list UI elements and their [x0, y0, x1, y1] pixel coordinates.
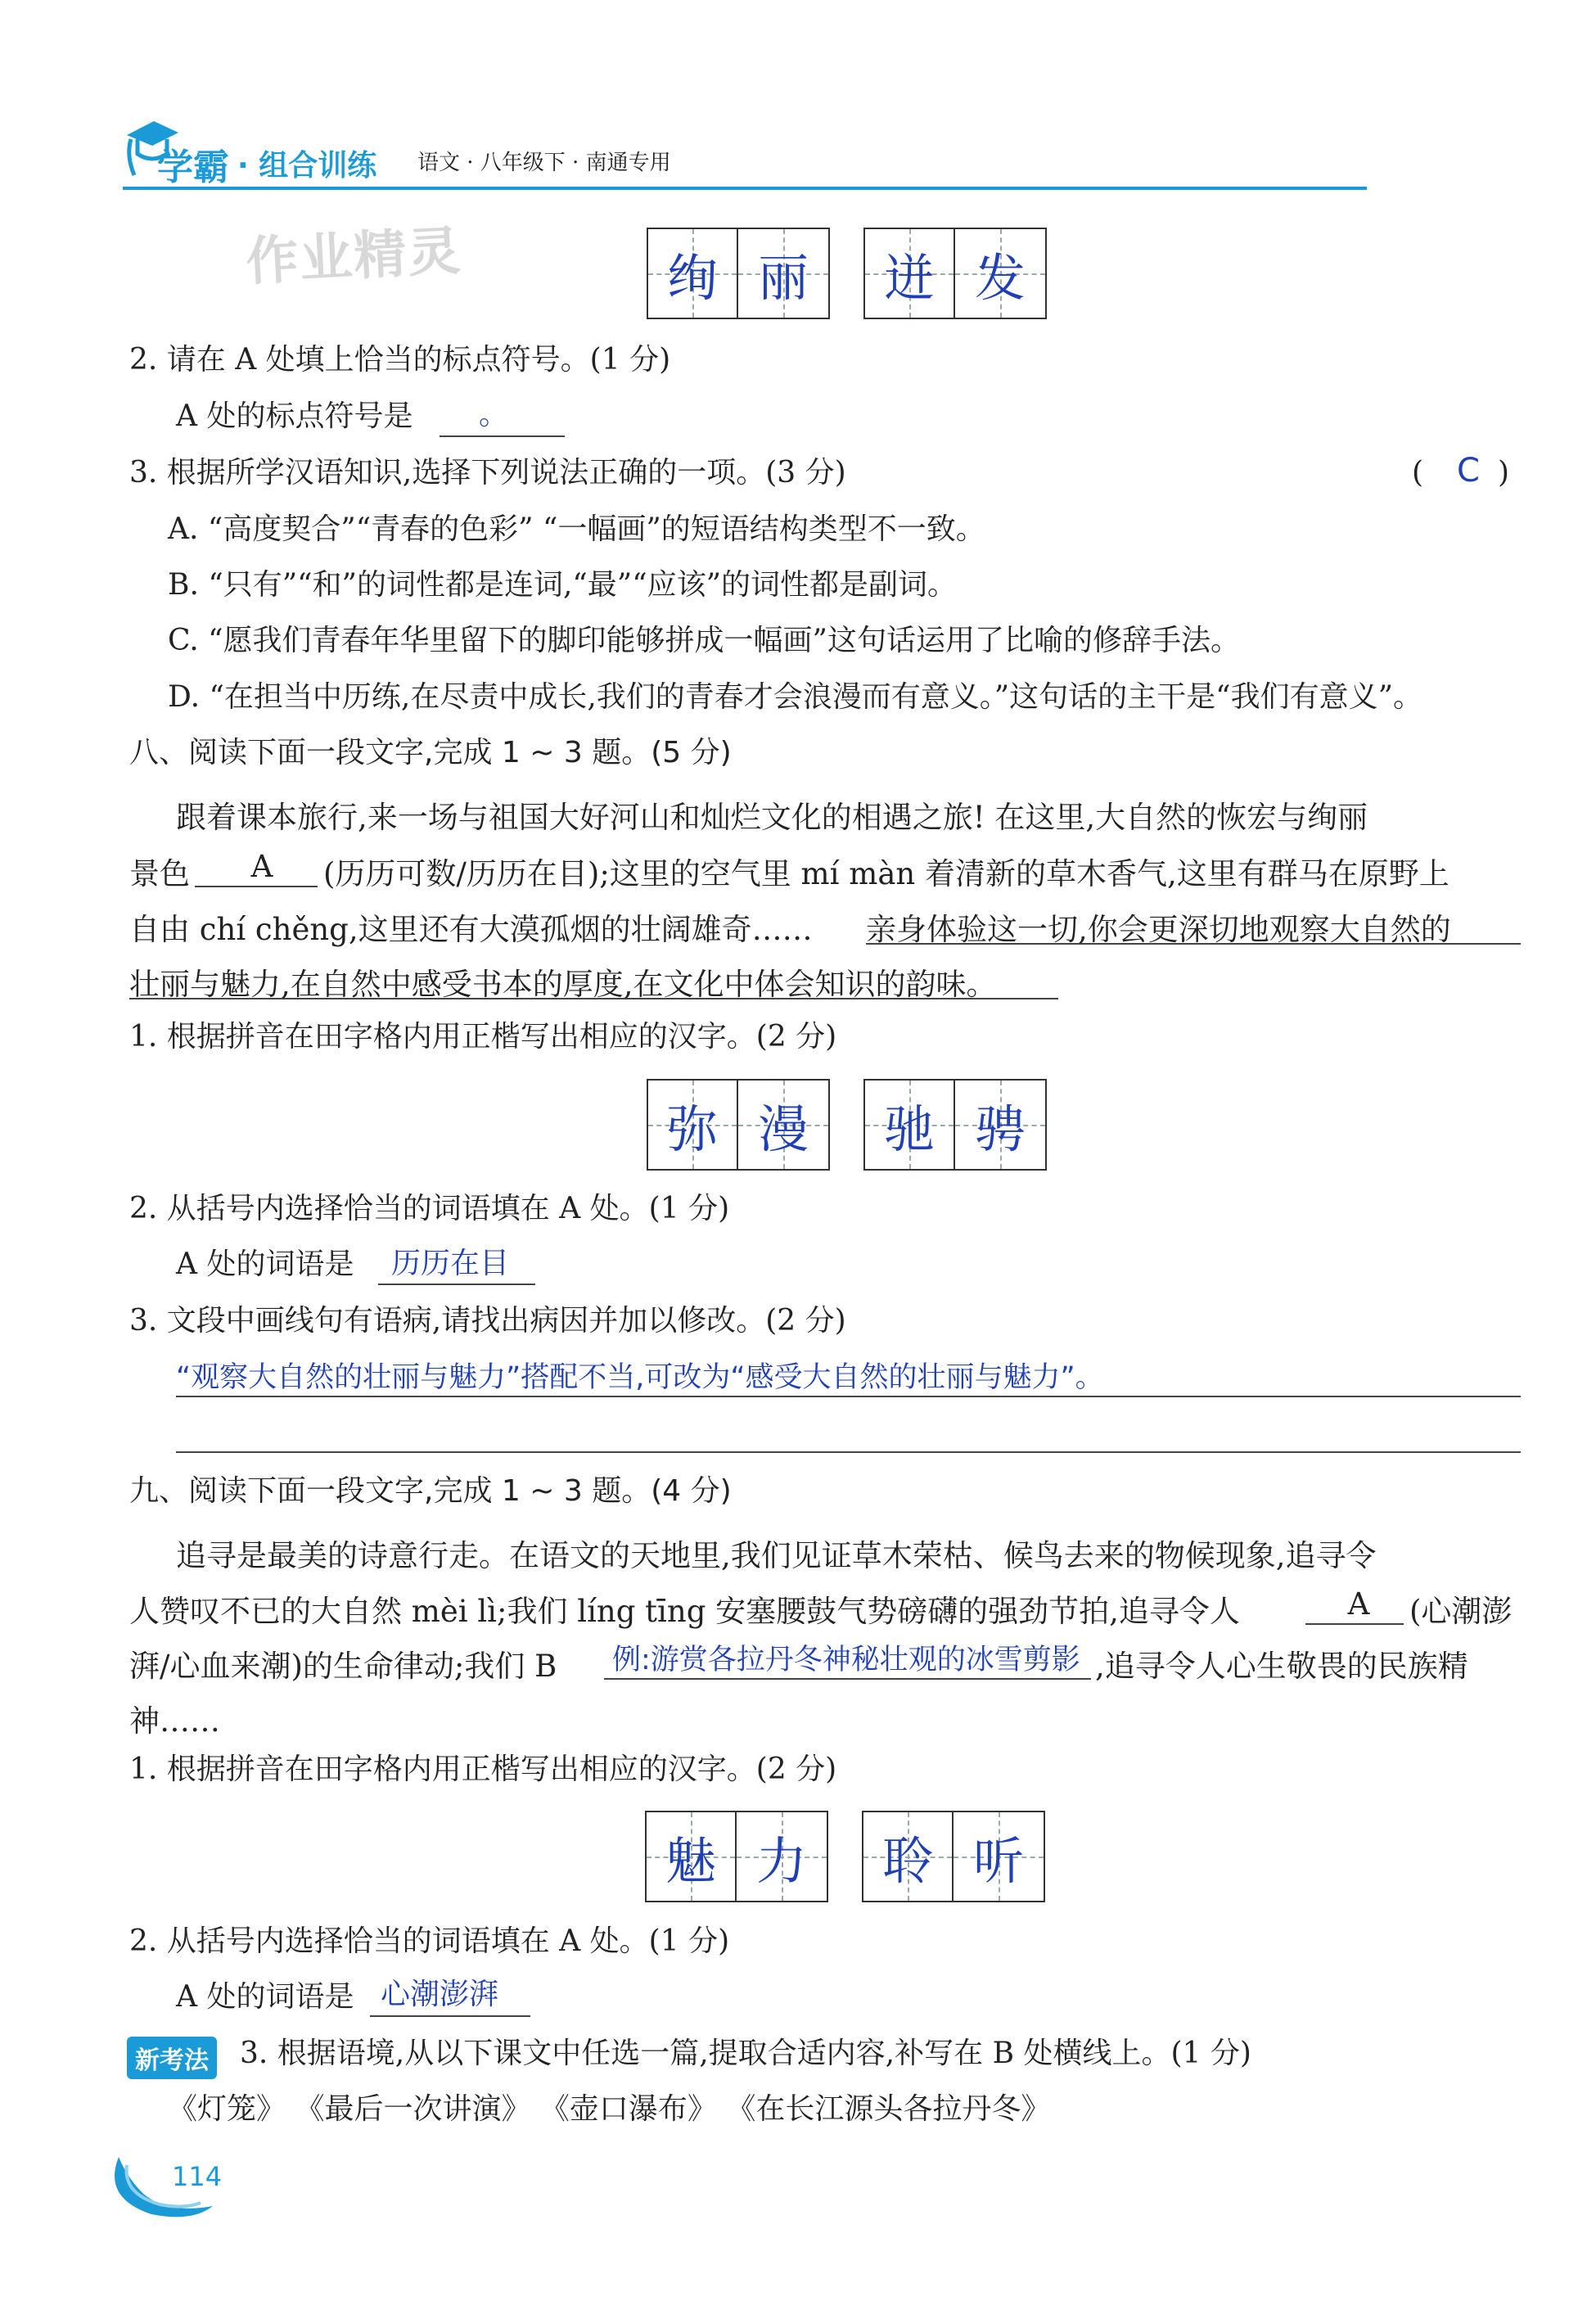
option-c: C. “愿我们青春年华里留下的脚印能够拼成一幅画”这句话运用了比喻的修辞手法。 — [168, 624, 1240, 657]
grid-cell: 骋 — [955, 1079, 1047, 1171]
s9-para-line-2b: (心潮澎 — [1409, 1594, 1513, 1629]
s8-q3-line-2 — [176, 1451, 1521, 1453]
header — [123, 115, 1367, 192]
q7-3-paren-right: ) — [1498, 456, 1510, 490]
s8-para-line-2b: (历历可数/历历在目);这里的空气里 mí màn 着清新的草木香气,这里有群马在原野上 — [323, 856, 1449, 891]
grid-cell: 绚 — [647, 228, 738, 319]
s9-q2-blank — [370, 2015, 530, 2017]
s8-q2: 2. 从括号内选择恰当的词语填在 A 处。(1 分) — [129, 1192, 730, 1225]
grid-cell: 漫 — [738, 1079, 830, 1171]
q7-3: 3. 根据所学汉语知识,选择下列说法正确的一项。(3 分) — [129, 456, 846, 490]
s8-q2-label: A 处的词语是 — [176, 1247, 354, 1281]
grid-cell: 迸 — [863, 228, 955, 319]
s8-para-line-4: 壮丽与魅力,在自然中感受书本的厚度,在文化中体会知识的韵味。 — [129, 967, 997, 1002]
s9-b-answer: 例:游赏各拉丹冬神秘壮观的冰雪剪影 — [612, 1644, 1080, 1676]
s8-q3-answer: “观察大自然的壮丽与魅力”搭配不当,可改为“感受大自然的壮丽与魅力”。 — [176, 1361, 1104, 1394]
s9-texts: 《灯笼》 《最后一次讲演》 《壶口瀑布》 《在长江源头各拉丹冬》 — [168, 2092, 1051, 2126]
s8-char-grid-2 — [863, 1079, 1047, 1171]
option-b: B. “只有”“和”的词性都是连词,“最”“应该”的词性都是副词。 — [168, 568, 958, 602]
s9-para-line-3a: 湃/心血来潮)的生命律动;我们 B — [129, 1649, 557, 1684]
grid-cell: 丽 — [738, 228, 830, 319]
option-a: A. “高度契合”“青春的色彩” “一幅画”的短语结构类型不一致。 — [168, 512, 985, 546]
header-rule — [123, 187, 1367, 190]
grid-cell: 弥 — [647, 1079, 738, 1171]
grid-cell: 力 — [737, 1811, 828, 1902]
s9-blank-a-line — [1305, 1623, 1404, 1625]
s9-q2-answer: 心潮澎湃 — [381, 1978, 499, 2011]
char-grid-2 — [863, 228, 1047, 319]
watermark: 作业精灵 — [244, 221, 464, 293]
s9-q2: 2. 从括号内选择恰当的词语填在 A 处。(1 分) — [129, 1924, 730, 1958]
s8-char-grid-1 — [647, 1079, 830, 1171]
s9-q1: 1. 根据拼音在田字格内用正楷写出相应的汉字。(2 分) — [129, 1753, 837, 1786]
grid-cell: 聆 — [862, 1811, 954, 1902]
s9-para-line-4: 神…… — [129, 1703, 220, 1739]
q7-3-answer: C — [1457, 452, 1480, 490]
s9-para-line-1: 追寻是最美的诗意行走。在语文的天地里,我们见证草木荣枯、候鸟去来的物候现象,追寻令 — [176, 1538, 1377, 1573]
grid-cell: 魅 — [645, 1811, 737, 1902]
section-9-title: 九、阅读下面一段文字,完成 1 ~ 3 题。(4 分) — [129, 1474, 732, 1508]
q7-2-answer: 。 — [479, 398, 509, 431]
s9-blank-a: A — [1347, 1586, 1370, 1622]
s9-q3: 3. 根据语境,从以下课文中任选一篇,提取合适内容,补写在 B 处横线上。(1 分) — [240, 2037, 1251, 2070]
section-8-title: 八、阅读下面一段文字,完成 1 ~ 3 题。(5 分) — [129, 736, 732, 769]
s8-underline-4 — [129, 998, 1058, 999]
s8-para-line-1: 跟着课本旅行,来一场与祖国大好河山和灿烂文化的相遇之旅! 在这里,大自然的恢宏与绚丽 — [176, 800, 1368, 835]
q7-3-paren-left: ( — [1412, 456, 1424, 490]
s8-blank-a-line — [195, 886, 318, 887]
brand-sub: · 组合训练 — [237, 149, 377, 183]
page-number: 114 — [172, 2161, 223, 2192]
s9-char-grid-2 — [862, 1811, 1045, 1902]
subject-label: 语文 · 八年级下 · 南通专用 — [417, 151, 671, 175]
q7-2-blank — [440, 435, 565, 437]
s9-q2-label: A 处的词语是 — [176, 1980, 354, 2014]
s8-para-line-3a: 自由 chí chěng,这里还有大漠孤烟的壮阔雄奇…… — [129, 912, 813, 947]
s8-q3-line-1 — [176, 1396, 1521, 1397]
s9-para-line-3b: ,追寻令人心生敬畏的民族精 — [1095, 1649, 1468, 1684]
grid-cell: 发 — [955, 228, 1047, 319]
new-exam-tag: 新考法 — [127, 2037, 217, 2079]
char-grid-1 — [647, 228, 830, 319]
option-d: D. “在担当中历练,在尽责中成长,我们的青春才会浪漫而有意义。”这句话的主干是“我们有意义”。 — [168, 680, 1422, 714]
s8-para-line-2a: 景色 — [129, 856, 190, 891]
s8-q2-blank — [378, 1284, 535, 1285]
q7-2: 2. 请在 A 处填上恰当的标点符号。(1 分) — [129, 343, 671, 377]
s9-char-grid-1 — [645, 1811, 828, 1902]
s8-q2-answer: 历历在目 — [391, 1247, 510, 1280]
q7-2-label: A 处的标点符号是 — [176, 399, 413, 433]
grid-cell: 驰 — [863, 1079, 955, 1171]
s8-q1: 1. 根据拼音在田字格内用正楷写出相应的汉字。(2 分) — [129, 1020, 837, 1053]
s8-para-line-3b: 亲身体验这一切,你会更深切地观察大自然的 — [866, 912, 1451, 947]
s9-para-line-2a: 人赞叹不已的大自然 mèi lì;我们 líng tīng 安塞腰鼓气势磅礴的强劲节拍,追寻令人 — [129, 1594, 1240, 1629]
s8-blank-a: A — [250, 849, 273, 884]
brand-main: 学霸 — [157, 147, 229, 188]
s8-underline-3 — [866, 943, 1521, 945]
s9-b-line — [604, 1678, 1091, 1680]
s8-q3: 3. 文段中画线句有语病,请找出病因并加以修改。(2 分) — [129, 1304, 846, 1338]
grid-cell: 听 — [954, 1811, 1045, 1902]
